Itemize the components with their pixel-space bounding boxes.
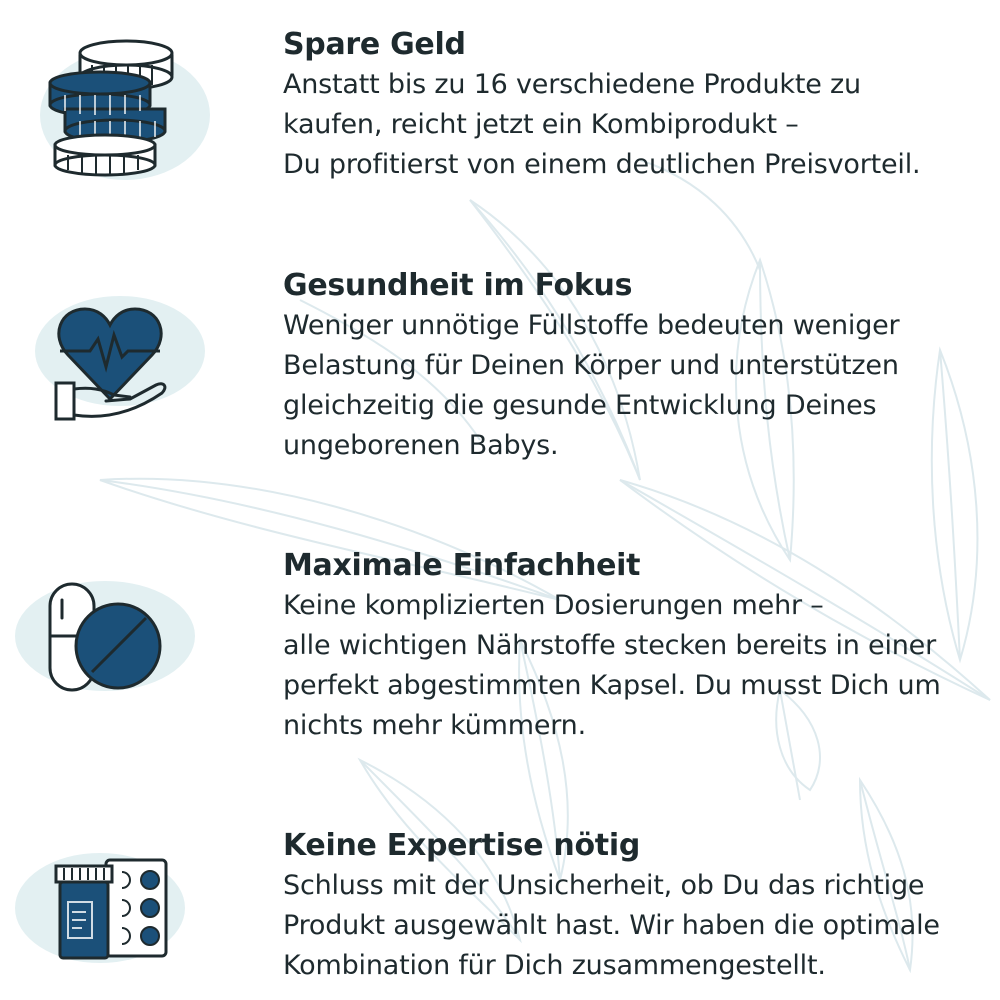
feature-simplicity: [0, 546, 1000, 746]
feature-text-line: Schluss mit der Unsicherheit, ob Du das richtige: [283, 870, 925, 901]
coin-stack-icon: [10, 35, 210, 185]
feature-no-expertise: [0, 826, 1000, 996]
feature-text-line: Weniger unnötige Füllstoffe bedeuten weniger: [283, 310, 900, 341]
feature-text-line: Keine komplizierten Dosierungen mehr –: [283, 590, 824, 621]
heart-in-hand-icon: [10, 291, 210, 441]
feature-text-line: Kombination für Dich zusammengestellt.: [283, 950, 826, 981]
feature-title: Gesundheit im Fokus: [283, 268, 633, 303]
feature-title: Spare Geld: [283, 27, 466, 62]
medicine-bottle-blister-icon: [10, 838, 210, 988]
feature-text-line: Anstatt bis zu 16 verschiedene Produkte zu: [283, 69, 861, 100]
feature-text-line: gleichzeitig die gesunde Entwicklung Deines: [283, 390, 877, 421]
feature-text-line: alle wichtigen Nährstoffe stecken bereits in einer: [283, 630, 936, 661]
feature-text-line: nichts mehr kümmern.: [283, 710, 586, 741]
feature-text-line: Belastung für Deinen Körper und unterstützen: [283, 350, 899, 381]
feature-text-line: ungeborenen Babys.: [283, 430, 559, 461]
capsule-pill-icon: [10, 566, 210, 716]
feature-text-line: Produkt ausgewählt hast. Wir haben die optimale: [283, 910, 940, 941]
feature-text-line: perfekt abgestimmten Kapsel. Du musst Dich um: [283, 670, 941, 701]
feature-health-focus: [0, 266, 1000, 466]
feature-title: Maximale Einfachheit: [283, 548, 641, 583]
feature-title: Keine Expertise nötig: [283, 828, 640, 863]
feature-text-line: Du profitierst von einem deutlichen Preisvorteil.: [283, 149, 921, 180]
feature-save-money: [0, 25, 1000, 205]
feature-text-line: kaufen, reicht jetzt ein Kombiprodukt –: [283, 109, 799, 140]
